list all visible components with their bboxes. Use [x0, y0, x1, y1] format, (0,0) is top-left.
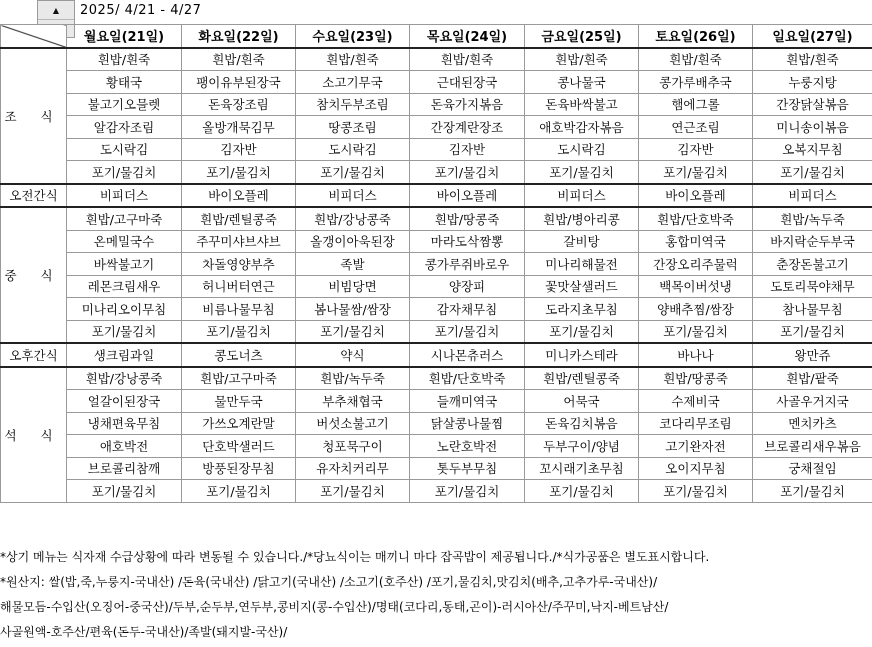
menu-cell[interactable]: 바이오플레	[639, 184, 753, 208]
menu-cell[interactable]: 바싹불고기	[67, 253, 182, 276]
menu-cell[interactable]: 오이지무침	[639, 457, 753, 480]
menu-cell[interactable]: 흰밥/녹두죽	[296, 367, 410, 390]
menu-cell[interactable]: 바나나	[639, 343, 753, 367]
menu-cell[interactable]: 봄나물쌈/쌈장	[296, 298, 410, 321]
menu-cell[interactable]: 꽃맛살샐러드	[525, 275, 639, 298]
menu-cell[interactable]: 흰밥/단호박죽	[639, 207, 753, 230]
menu-cell[interactable]: 도라지초무침	[525, 298, 639, 321]
menu-cell[interactable]: 참치두부조림	[296, 93, 410, 116]
menu-cell[interactable]: 오복지무침	[753, 138, 872, 161]
menu-body	[1, 48, 872, 503]
menu-cell[interactable]: 비름나물무침	[182, 298, 296, 321]
menu-cell[interactable]: 단호박샐러드	[182, 435, 296, 458]
menu-cell[interactable]: 포기/물김치	[525, 320, 639, 343]
menu-cell[interactable]: 양배추찜/쌈장	[639, 298, 753, 321]
menu-cell[interactable]: 브로콜리새우볶음	[753, 435, 872, 458]
menu-cell[interactable]: 콩도너츠	[182, 343, 296, 367]
menu-cell[interactable]: 두부구이/양념	[525, 435, 639, 458]
menu-cell[interactable]: 미나리오이무침	[67, 298, 182, 321]
menu-cell[interactable]: 콩가루쥐바로우	[410, 253, 525, 276]
menu-cell[interactable]: 도시락김	[67, 138, 182, 161]
menu-cell[interactable]: 포기/물김치	[639, 480, 753, 503]
menu-cell[interactable]: 얼갈이된장국	[67, 390, 182, 413]
menu-cell[interactable]: 알감자조림	[67, 116, 182, 139]
menu-cell[interactable]: 부추채협국	[296, 390, 410, 413]
menu-cell[interactable]: 흰밥/흰죽	[410, 48, 525, 71]
table-row	[1, 71, 872, 94]
menu-cell[interactable]: 포기/물김치	[525, 161, 639, 184]
day-header: 수요일(23일)	[296, 25, 410, 48]
menu-cell[interactable]: 애호박전	[67, 435, 182, 458]
menu-cell[interactable]: 포기/물김치	[753, 161, 872, 184]
menu-cell[interactable]: 마라도삭짬뽕	[410, 230, 525, 253]
table-row	[1, 367, 872, 390]
menu-cell[interactable]: 차돌영양부추	[182, 253, 296, 276]
menu-cell[interactable]: 미니송이볶음	[753, 116, 872, 139]
meal-label: 오후간식	[1, 343, 67, 367]
table-row	[1, 390, 872, 413]
menu-cell[interactable]: 땅콩조림	[296, 116, 410, 139]
menu-cell[interactable]: 흰밥/흰죽	[67, 48, 182, 71]
table-row	[1, 230, 872, 253]
menu-cell[interactable]: 포기/물김치	[67, 161, 182, 184]
menu-cell[interactable]: 흰밥/흰죽	[296, 48, 410, 71]
menu-cell[interactable]: 포기/물김치	[182, 480, 296, 503]
menu-cell[interactable]: 간장계란장조	[410, 116, 525, 139]
table-row	[1, 184, 872, 208]
day-header: 토요일(26일)	[639, 25, 753, 48]
menu-cell[interactable]: 근대된장국	[410, 71, 525, 94]
note-line: *상기 메뉴는 식자재 수급상황에 따라 변동될 수 있습니다./*당뇨식이는 매끼니 마다 잡곡밥이 제공됩니다./*식가공품은 별도표시합니다.	[0, 550, 710, 564]
menu-cell[interactable]: 흰밥/흰죽	[753, 48, 872, 71]
menu-cell[interactable]: 버섯소불고기	[296, 412, 410, 435]
spin-up-arrow-icon[interactable]: ▲	[38, 1, 74, 20]
notes-section	[0, 545, 872, 645]
note-line: 사골원액-호주산/편육(돈두-국내산)/족발(돼지발-국산)/	[0, 625, 288, 639]
menu-cell[interactable]: 족발	[296, 253, 410, 276]
menu-cell[interactable]: 흰밥/흰죽	[639, 48, 753, 71]
table-row	[1, 435, 872, 458]
menu-cell[interactable]: 물만두국	[182, 390, 296, 413]
date-range-label: 2025/ 4/21 - 4/27	[80, 3, 202, 18]
menu-cell[interactable]: 도토리묵야채무	[753, 275, 872, 298]
menu-cell[interactable]: 도시락김	[296, 138, 410, 161]
table-row	[1, 457, 872, 480]
weekly-menu-table	[0, 24, 872, 503]
menu-cell[interactable]: 불고기오믈렛	[67, 93, 182, 116]
menu-cell[interactable]: 바지락순두부국	[753, 230, 872, 253]
menu-cell[interactable]: 유자치커리무	[296, 457, 410, 480]
menu-cell[interactable]: 김자반	[410, 138, 525, 161]
menu-cell[interactable]: 미니카스테라	[525, 343, 639, 367]
menu-cell[interactable]: 바이오플레	[182, 184, 296, 208]
menu-cell[interactable]: 포기/물김치	[296, 320, 410, 343]
meal-label: 오전간식	[1, 184, 67, 208]
menu-cell[interactable]: 콩가루배추국	[639, 71, 753, 94]
menu-cell[interactable]: 포기/물김치	[639, 320, 753, 343]
menu-cell[interactable]: 황태국	[67, 71, 182, 94]
menu-cell[interactable]: 감자채무침	[410, 298, 525, 321]
menu-cell[interactable]: 왕만쥬	[753, 343, 872, 367]
menu-cell[interactable]: 누룽지탕	[753, 71, 872, 94]
menu-cell[interactable]: 포기/물김치	[182, 161, 296, 184]
table-row	[1, 320, 872, 343]
menu-cell[interactable]: 사골우거지국	[753, 390, 872, 413]
menu-cell[interactable]: 포기/물김치	[525, 480, 639, 503]
menu-cell[interactable]: 돈육장조림	[182, 93, 296, 116]
table-row	[1, 116, 872, 139]
menu-cell[interactable]: 흰밥/땅콩죽	[639, 367, 753, 390]
table-row	[1, 480, 872, 503]
menu-cell[interactable]: 청포묵구이	[296, 435, 410, 458]
menu-cell[interactable]: 참나물무침	[753, 298, 872, 321]
menu-cell[interactable]: 포기/물김치	[67, 320, 182, 343]
menu-cell[interactable]: 흰밥/고구마죽	[67, 207, 182, 230]
menu-cell[interactable]: 흰밥/녹두죽	[753, 207, 872, 230]
menu-cell[interactable]: 시나몬츄러스	[410, 343, 525, 367]
day-header: 목요일(24일)	[410, 25, 525, 48]
note-line: 해물모듬-수입산(오징어-중국산)/두부,순두부,연두부,콩비지(콩-수입산)/명태(코다리,동태,곤이)-러시아산/주꾸미,낙지-베트남산/	[0, 600, 669, 614]
menu-cell[interactable]: 꼬시래기초무침	[525, 457, 639, 480]
menu-cell[interactable]: 포기/물김치	[639, 161, 753, 184]
menu-cell[interactable]: 김자반	[639, 138, 753, 161]
menu-cell[interactable]: 흰밥/단호박죽	[410, 367, 525, 390]
menu-cell[interactable]: 어묵국	[525, 390, 639, 413]
day-header: 월요일(21일)	[67, 25, 182, 48]
menu-cell[interactable]: 코다리무조림	[639, 412, 753, 435]
meal-label: 석 식	[1, 367, 67, 503]
menu-cell[interactable]: 흰밥/병아리콩	[525, 207, 639, 230]
menu-cell[interactable]: 흰밥/렌틸콩죽	[525, 367, 639, 390]
menu-cell[interactable]: 흰밥/팥죽	[753, 367, 872, 390]
menu-cell[interactable]: 돈육김치볶음	[525, 412, 639, 435]
menu-cell[interactable]: 흰밥/흰죽	[182, 48, 296, 71]
menu-cell[interactable]: 올방개묵김무	[182, 116, 296, 139]
table-row	[1, 161, 872, 184]
menu-cell[interactable]: 허니버터연근	[182, 275, 296, 298]
menu-cell[interactable]: 포기/물김치	[182, 320, 296, 343]
note-line: *원산지: 쌀(밥,죽,누룽지-국내산) /돈육(국내산) /닭고기(국내산) /소고기(호주산) /포기,물김치,맛김치(배추,고추가루-국내산)/	[0, 575, 658, 589]
menu-cell[interactable]: 가쓰오계란말	[182, 412, 296, 435]
menu-cell[interactable]: 양장피	[410, 275, 525, 298]
menu-cell[interactable]: 포기/물김치	[753, 320, 872, 343]
menu-cell[interactable]: 브로콜리참깨	[67, 457, 182, 480]
meal-label: 조 식	[1, 48, 67, 184]
menu-cell[interactable]: 흰밥/흰죽	[525, 48, 639, 71]
menu-cell[interactable]: 간장오리주물럭	[639, 253, 753, 276]
menu-cell[interactable]: 포기/물김치	[296, 161, 410, 184]
menu-cell[interactable]: 닭살콩나물찜	[410, 412, 525, 435]
day-header: 화요일(22일)	[182, 25, 296, 48]
meal-label: 중 식	[1, 207, 67, 343]
menu-cell[interactable]: 비피더스	[296, 184, 410, 208]
menu-cell[interactable]: 도시락김	[525, 138, 639, 161]
menu-cell[interactable]: 애호박감자볶음	[525, 116, 639, 139]
table-row	[1, 343, 872, 367]
menu-cell[interactable]: 멘치카츠	[753, 412, 872, 435]
menu-cell[interactable]: 노란호박전	[410, 435, 525, 458]
table-row	[1, 48, 872, 71]
menu-cell[interactable]: 생크림과일	[67, 343, 182, 367]
menu-cell[interactable]: 포기/물김치	[296, 480, 410, 503]
table-row	[1, 207, 872, 230]
menu-cell[interactable]: 홍합미역국	[639, 230, 753, 253]
menu-cell[interactable]: 춘장돈불고기	[753, 253, 872, 276]
menu-cell[interactable]: 소고기무국	[296, 71, 410, 94]
menu-cell[interactable]: 갈비탕	[525, 230, 639, 253]
menu-cell[interactable]: 포기/물김치	[410, 161, 525, 184]
menu-cell[interactable]: 바이오플레	[410, 184, 525, 208]
menu-cell[interactable]: 올갱이아욱된장	[296, 230, 410, 253]
table-row	[1, 253, 872, 276]
menu-cell[interactable]: 비피더스	[67, 184, 182, 208]
table-row	[1, 93, 872, 116]
menu-cell[interactable]: 비빔당면	[296, 275, 410, 298]
menu-cell[interactable]: 방풍된장무침	[182, 457, 296, 480]
table-row	[1, 275, 872, 298]
day-header-row	[1, 25, 872, 48]
menu-cell[interactable]: 궁채절임	[753, 457, 872, 480]
menu-cell[interactable]: 포기/물김치	[410, 320, 525, 343]
menu-cell[interactable]: 포기/물김치	[753, 480, 872, 503]
menu-cell[interactable]: 포기/물김치	[410, 480, 525, 503]
day-header: 일요일(27일)	[753, 25, 872, 48]
table-row	[1, 412, 872, 435]
menu-cell[interactable]: 비피더스	[525, 184, 639, 208]
menu-cell[interactable]: 레몬크림새우	[67, 275, 182, 298]
menu-cell[interactable]: 포기/물김치	[67, 480, 182, 503]
menu-cell[interactable]: 돈육가지볶음	[410, 93, 525, 116]
menu-cell[interactable]: 돈육바싹불고	[525, 93, 639, 116]
menu-cell[interactable]: 백목이버섯냉	[639, 275, 753, 298]
menu-cell[interactable]: 수제비국	[639, 390, 753, 413]
menu-cell[interactable]: 주꾸미샤브샤브	[182, 230, 296, 253]
menu-cell[interactable]: 약식	[296, 343, 410, 367]
menu-cell[interactable]: 톳두부무침	[410, 457, 525, 480]
table-row	[1, 298, 872, 321]
menu-cell[interactable]: 햄에그롤	[639, 93, 753, 116]
menu-cell[interactable]: 김자반	[182, 138, 296, 161]
menu-cell[interactable]: 팽이유부된장국	[182, 71, 296, 94]
table-row	[1, 138, 872, 161]
menu-cell[interactable]: 온메밀국수	[67, 230, 182, 253]
day-header: 금요일(25일)	[525, 25, 639, 48]
menu-cell[interactable]: 간장닭살볶음	[753, 93, 872, 116]
menu-cell[interactable]: 흰밥/땅콩죽	[410, 207, 525, 230]
menu-cell[interactable]: 흰밥/고구마죽	[182, 367, 296, 390]
menu-cell[interactable]: 고기완자전	[639, 435, 753, 458]
corner-cell	[1, 25, 67, 48]
menu-cell[interactable]: 냉채편육무침	[67, 412, 182, 435]
menu-cell[interactable]: 흰밥/강낭콩죽	[296, 207, 410, 230]
menu-cell[interactable]: 콩나물국	[525, 71, 639, 94]
menu-cell[interactable]: 들깨미역국	[410, 390, 525, 413]
menu-cell[interactable]: 흰밥/강낭콩죽	[67, 367, 182, 390]
menu-cell[interactable]: 미나리해물전	[525, 253, 639, 276]
menu-cell[interactable]: 연근조림	[639, 116, 753, 139]
menu-cell[interactable]: 흰밥/렌틸콩죽	[182, 207, 296, 230]
menu-cell[interactable]: 비피더스	[753, 184, 872, 208]
